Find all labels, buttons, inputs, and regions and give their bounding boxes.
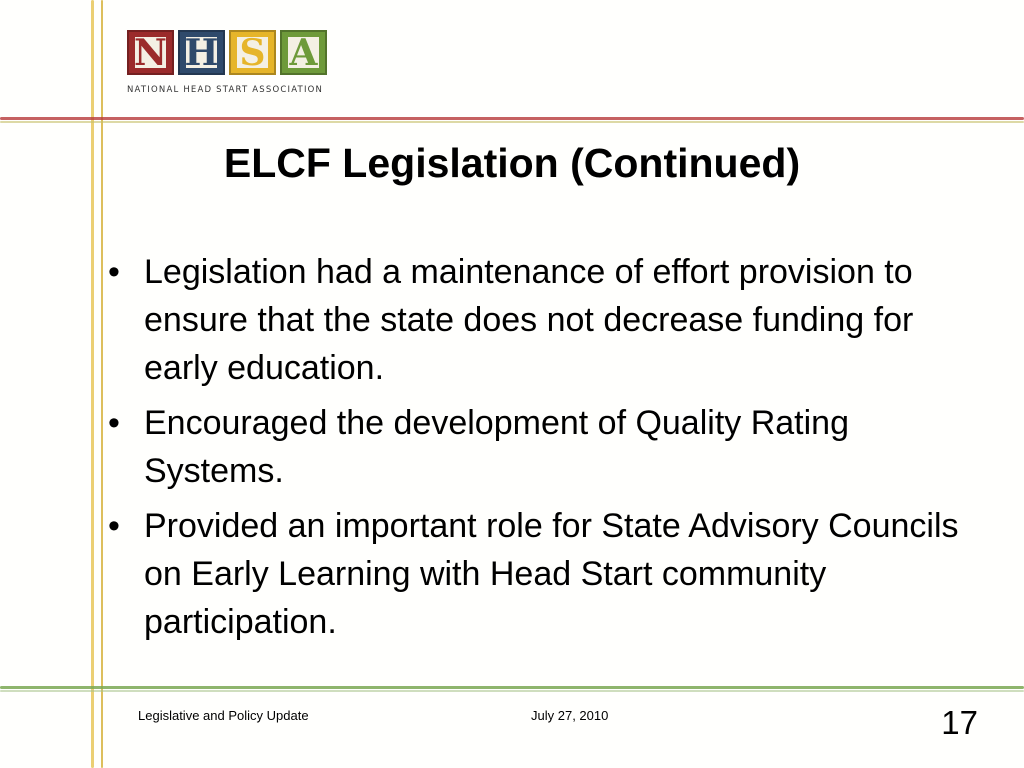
bottom-rule-secondary — [0, 690, 1024, 692]
bullet-list — [108, 248, 988, 653]
bullet-marker: • — [108, 253, 120, 291]
top-red-rule — [0, 117, 1024, 120]
top-rule-secondary — [0, 121, 1024, 123]
logo-block-h: H — [178, 30, 225, 75]
bottom-green-rule — [0, 686, 1024, 689]
footer-presentation-title: Legislative and Policy Update — [138, 708, 309, 723]
logo-caption: NATIONAL HEAD START ASSOCIATION — [127, 85, 324, 95]
bullet-marker: • — [108, 404, 120, 442]
left-yellow-rule — [91, 0, 94, 768]
bullet-item — [108, 502, 988, 646]
bullet-text: Legislation had a maintenance of effort provision to ensure that the state does not decrease funding for early education. — [144, 253, 914, 387]
nhsa-logo — [127, 30, 341, 100]
footer-date: July 27, 2010 — [531, 708, 609, 723]
left-yellow-rule-secondary — [101, 0, 103, 768]
bullet-text: Provided an important role for State Advisory Councils on Early Learning with Head Start community participation. — [144, 507, 959, 641]
bullet-marker: • — [108, 507, 120, 545]
logo-block-s: S — [229, 30, 276, 75]
bullet-text: Encouraged the development of Quality Rating Systems. — [144, 404, 850, 490]
slide-title: ELCF Legislation (Continued) — [223, 140, 801, 186]
bullet-item — [108, 399, 988, 495]
bullet-item — [108, 248, 988, 392]
logo-letter-blocks — [127, 30, 341, 75]
logo-block-n: N — [127, 30, 174, 75]
slide-number: 17 — [941, 704, 978, 741]
logo-block-a: A — [280, 30, 327, 75]
